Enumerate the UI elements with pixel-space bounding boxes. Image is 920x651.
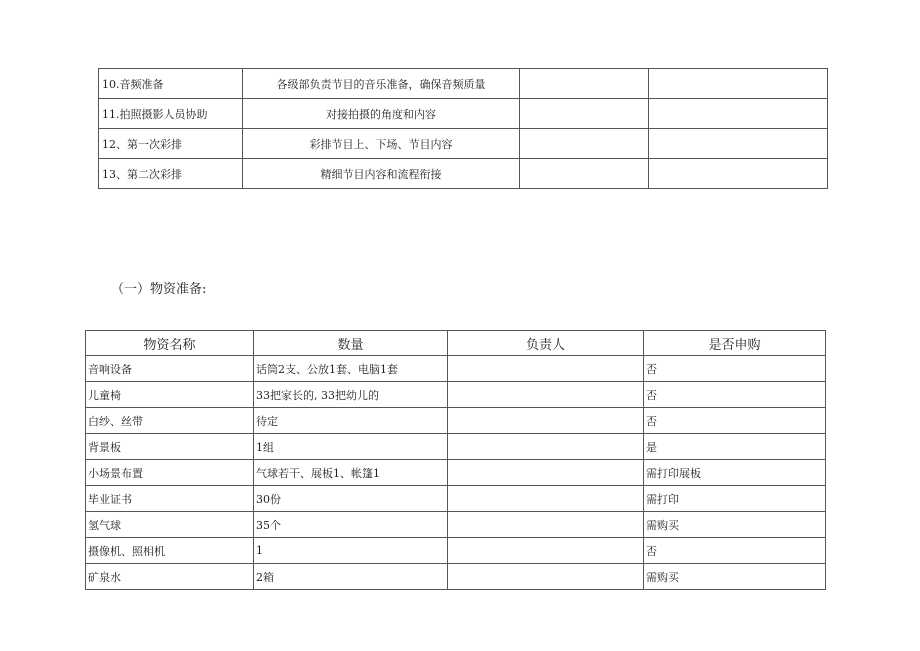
table-row bbox=[86, 512, 826, 538]
material-name-cell: 毕业证书 bbox=[86, 486, 254, 512]
schedule-empty-cell bbox=[649, 159, 828, 189]
material-buy-cell: 需打印展板 bbox=[644, 460, 826, 486]
table-row bbox=[86, 434, 826, 460]
table-row bbox=[86, 564, 826, 590]
material-name-cell: 背景板 bbox=[86, 434, 254, 460]
schedule-desc-cell: 彩排节目上、下场、节目内容 bbox=[243, 129, 520, 159]
header-purchase: 是否申购 bbox=[644, 331, 826, 356]
material-name-cell: 音响设备 bbox=[86, 356, 254, 382]
material-owner-cell bbox=[448, 486, 644, 512]
header-owner: 负责人 bbox=[448, 331, 644, 356]
material-owner-cell bbox=[448, 434, 644, 460]
schedule-item-cell: 12、第一次彩排 bbox=[99, 129, 243, 159]
material-buy-cell: 否 bbox=[644, 408, 826, 434]
material-buy-cell: 需购买 bbox=[644, 512, 826, 538]
materials-table bbox=[85, 330, 826, 590]
material-owner-cell bbox=[448, 382, 644, 408]
table-row bbox=[86, 382, 826, 408]
schedule-empty-cell bbox=[649, 99, 828, 129]
material-qty-cell: 待定 bbox=[254, 408, 448, 434]
schedule-empty-cell bbox=[520, 159, 649, 189]
schedule-item-cell: 10.音频准备 bbox=[99, 69, 243, 99]
material-buy-cell: 否 bbox=[644, 356, 826, 382]
material-owner-cell bbox=[448, 408, 644, 434]
table-row bbox=[99, 69, 828, 99]
material-owner-cell bbox=[448, 460, 644, 486]
header-item-name: 物资名称 bbox=[86, 331, 254, 356]
schedule-item-cell: 11.拍照摄影人员协助 bbox=[99, 99, 243, 129]
table-row bbox=[86, 356, 826, 382]
schedule-empty-cell bbox=[649, 129, 828, 159]
schedule-empty-cell bbox=[520, 99, 649, 129]
material-qty-cell: 33把家长的, 33把幼儿的 bbox=[254, 382, 448, 408]
material-name-cell: 白纱、丝带 bbox=[86, 408, 254, 434]
schedule-empty-cell bbox=[649, 69, 828, 99]
material-name-cell: 矿泉水 bbox=[86, 564, 254, 590]
schedule-desc-cell: 各级部负责节目的音乐准备，确保音频质量 bbox=[243, 69, 520, 99]
table-row bbox=[86, 460, 826, 486]
table-row bbox=[86, 538, 826, 564]
material-name-cell: 儿童椅 bbox=[86, 382, 254, 408]
material-qty-cell: 30份 bbox=[254, 486, 448, 512]
materials-table-header bbox=[86, 331, 826, 356]
schedule-empty-cell bbox=[520, 129, 649, 159]
schedule-desc-cell: 对接拍摄的角度和内容 bbox=[243, 99, 520, 129]
schedule-desc-cell: 精细节目内容和流程衔接 bbox=[243, 159, 520, 189]
materials-table-body bbox=[86, 356, 826, 590]
material-owner-cell bbox=[448, 356, 644, 382]
material-owner-cell bbox=[448, 538, 644, 564]
material-qty-cell: 话筒2支、公放1套、电脑1套 bbox=[254, 356, 448, 382]
material-buy-cell: 需购买 bbox=[644, 564, 826, 590]
material-qty-cell: 1 bbox=[254, 538, 448, 564]
material-buy-cell: 需打印 bbox=[644, 486, 826, 512]
header-quantity: 数量 bbox=[254, 331, 448, 356]
table-row bbox=[99, 99, 828, 129]
table-row bbox=[86, 408, 826, 434]
materials-heading: （一）物资准备: bbox=[111, 282, 207, 297]
table-row bbox=[99, 159, 828, 189]
schedule-empty-cell bbox=[520, 69, 649, 99]
material-owner-cell bbox=[448, 564, 644, 590]
header-row bbox=[86, 331, 826, 356]
schedule-table bbox=[98, 68, 828, 189]
material-name-cell: 氢气球 bbox=[86, 512, 254, 538]
material-buy-cell: 否 bbox=[644, 382, 826, 408]
material-qty-cell: 1组 bbox=[254, 434, 448, 460]
material-owner-cell bbox=[448, 512, 644, 538]
table-row bbox=[86, 486, 826, 512]
material-name-cell: 摄像机、照相机 bbox=[86, 538, 254, 564]
material-name-cell: 小场景布置 bbox=[86, 460, 254, 486]
material-qty-cell: 2箱 bbox=[254, 564, 448, 590]
material-buy-cell: 是 bbox=[644, 434, 826, 460]
material-buy-cell: 否 bbox=[644, 538, 826, 564]
table-row bbox=[99, 129, 828, 159]
material-qty-cell: 气球若干、展板1、帐篷1 bbox=[254, 460, 448, 486]
schedule-item-cell: 13、第二次彩排 bbox=[99, 159, 243, 189]
material-qty-cell: 35个 bbox=[254, 512, 448, 538]
schedule-table-body bbox=[99, 69, 828, 189]
